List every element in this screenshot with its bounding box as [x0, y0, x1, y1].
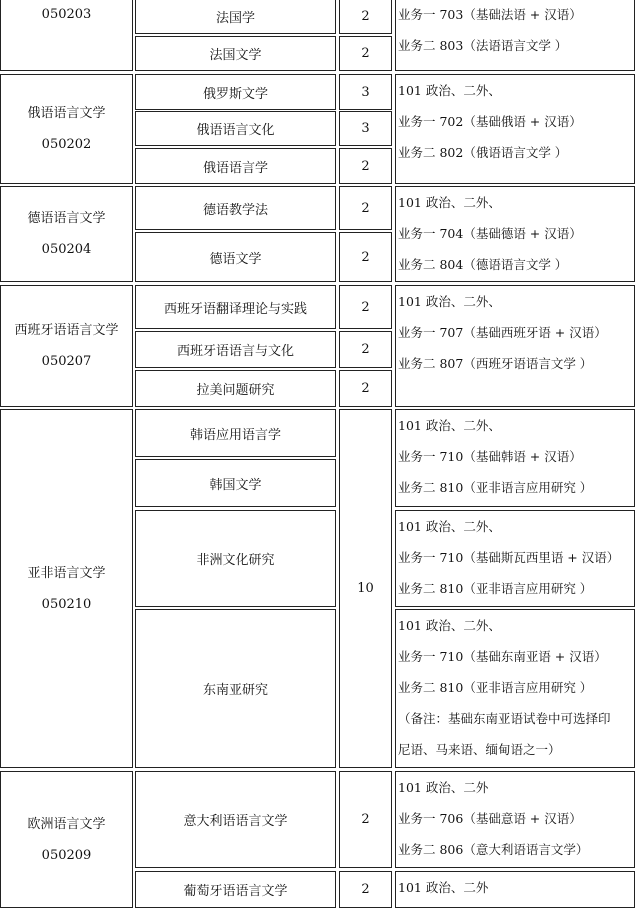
exam-line: 业务一 704（基础德语 + 汉语）: [398, 226, 582, 241]
exam-line: 业务一 703（基础法语 + 汉语）: [398, 7, 582, 22]
direction-cell: 意大利语语言文学: [135, 771, 336, 868]
exam-cell: [395, 871, 635, 908]
major-code: 050210: [41, 596, 92, 612]
direction-cell: 德语文学: [135, 232, 336, 282]
major-name: 俄语语言文学: [27, 106, 106, 121]
quota-cell: 3: [339, 111, 392, 146]
quota-cell: 2: [339, 36, 392, 71]
direction-cell: 韩语应用语言学: [135, 409, 336, 457]
exam-line: 业务二 804（德语语言文学 ）: [398, 257, 568, 272]
direction-cell: 东南亚研究: [135, 609, 336, 768]
major-cell: [0, 74, 133, 184]
exam-line: 101 政治、二外、: [398, 418, 501, 433]
exam-line: 业务二 810（亚非语言应用研究 ）: [398, 581, 593, 596]
exam-note: （备注：基础东南亚语试卷中可选择印: [398, 711, 611, 726]
major-name: 德语语言文学: [27, 211, 106, 226]
exam-line: 101 政治、二外、: [398, 294, 501, 309]
major-cell: [0, 285, 133, 407]
quota-cell: 10: [339, 409, 392, 768]
direction-cell: 非洲文化研究: [135, 510, 336, 607]
exam-line: 业务二 802（俄语语言文学 ）: [398, 145, 568, 160]
exam-cell: [395, 409, 635, 507]
direction-cell: 葡萄牙语语言文学: [135, 871, 336, 908]
major-name: 西班牙语语言文学: [14, 323, 119, 338]
quota-cell: 2: [339, 148, 392, 184]
major-code: 050202: [41, 137, 92, 152]
direction-cell: 俄语语言文化: [135, 111, 336, 146]
exam-note: 尼语、马来语、缅甸语之一）: [398, 742, 561, 757]
quota-cell: 2: [339, 186, 392, 230]
exam-line: 业务一 706（基础意语 + 汉语）: [398, 811, 582, 826]
exam-line: 业务一 710（基础东南亚语 + 汉语）: [398, 649, 607, 664]
major-cell: [0, 186, 133, 282]
major-code: 050209: [41, 847, 92, 863]
direction-cell: 德语教学法: [135, 186, 336, 230]
quota-cell: 2: [339, 771, 392, 868]
quota-cell: 2: [339, 232, 392, 282]
quota-cell: 2: [339, 370, 392, 407]
major-cell: [0, 409, 133, 768]
exam-line: 业务二 810（亚非语言应用研究 ）: [398, 680, 593, 695]
exam-cell: [395, 285, 635, 407]
major-cell: [0, 0, 133, 71]
exam-line: 101 政治、二外: [398, 780, 489, 795]
direction-cell: 俄罗斯文学: [135, 74, 336, 110]
quota-cell: 2: [339, 285, 392, 329]
quota-cell: 2: [339, 331, 392, 368]
exam-line: 101 政治、二外、: [398, 519, 501, 534]
exam-line: 业务一 702（基础俄语 + 汉语）: [398, 114, 582, 129]
direction-cell: 法国学: [135, 0, 336, 34]
exam-line: 101 政治、二外、: [398, 618, 501, 633]
direction-cell: 法国文学: [135, 36, 336, 71]
exam-line: 业务二 807（西班牙语语言文学 ）: [398, 356, 593, 371]
direction-cell: 西班牙语语言与文化: [135, 331, 336, 368]
exam-line: 业务一 707（基础西班牙语 + 汉语）: [398, 325, 607, 340]
exam-cell: [395, 609, 635, 768]
major-code: 050203: [41, 7, 92, 22]
direction-cell: 俄语语言学: [135, 148, 336, 184]
exam-cell: [395, 510, 635, 607]
exam-line: 101 政治、二外、: [398, 83, 501, 98]
exam-cell: [395, 771, 635, 868]
exam-cell: [395, 74, 635, 184]
major-name: 亚非语言文学: [27, 565, 106, 581]
direction-cell: 西班牙语翻译理论与实践: [135, 285, 336, 329]
major-cell: [0, 771, 133, 908]
exam-line: 业务一 710（基础韩语 + 汉语）: [398, 449, 582, 464]
exam-line: 业务二 803（法语语言文学 ）: [398, 38, 568, 53]
direction-cell: 拉美问题研究: [135, 370, 336, 407]
major-name: 欧洲语言文学: [27, 816, 106, 832]
exam-line: 101 政治、二外: [398, 880, 489, 895]
exam-cell: [395, 186, 635, 282]
major-code: 050204: [41, 242, 92, 257]
quota-cell: 3: [339, 74, 392, 110]
exam-line: 业务一 710（基础斯瓦西里语 + 汉语）: [398, 550, 620, 565]
major-code: 050207: [41, 354, 92, 369]
exam-line: 业务二 810（亚非语言应用研究 ）: [398, 480, 593, 495]
quota-cell: 2: [339, 871, 392, 908]
quota-cell: 2: [339, 0, 392, 34]
exam-cell: [395, 0, 635, 71]
direction-cell: 韩国文学: [135, 459, 336, 507]
exam-line: 101 政治、二外、: [398, 195, 501, 210]
exam-line: 业务二 806（意大利语语言文学）: [398, 842, 589, 857]
